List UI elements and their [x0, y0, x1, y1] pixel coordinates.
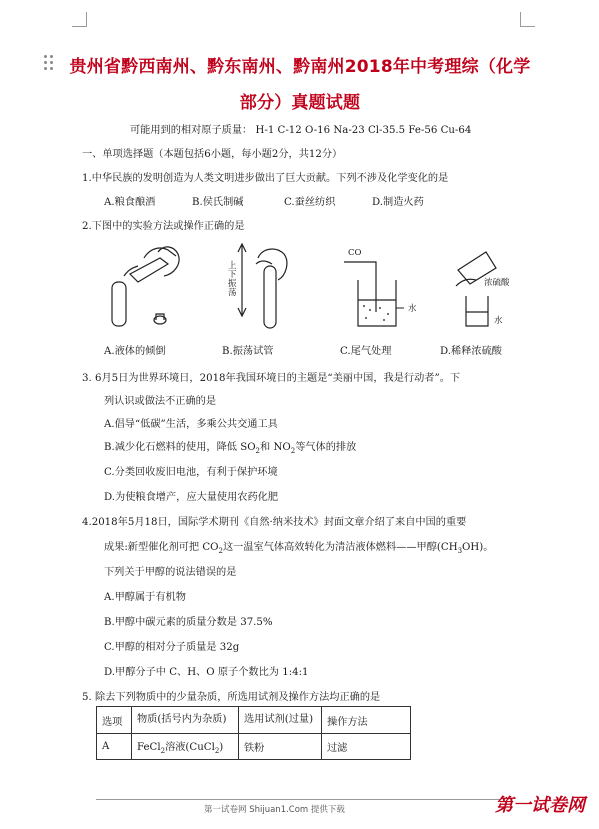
- q3-stem-line2: 列认识或做法不正确的是: [104, 396, 217, 407]
- q3-stem-line1: 3. 6月5日为世界环境日，2018年我国环境日的主题是“美丽中国，我是行动者”。下: [82, 373, 461, 384]
- table-header-row: [97, 707, 411, 734]
- q3-option-d: D.为使粮食增产，应大量使用农药化肥: [104, 492, 279, 503]
- q1-option-b: B.侯氏制碱: [192, 197, 244, 208]
- q2-stem: 2.下图中的实验方法或操作正确的是: [82, 221, 245, 232]
- figure-pouring-liquid: [98, 240, 194, 332]
- table-header-option: 选项: [97, 707, 132, 734]
- q3-option-b: B.减少化石燃料的使用，降低 $SO_2$和 $NO_2$等气体的排放: [104, 442, 357, 456]
- acid-label: 浓硫酸: [484, 278, 510, 288]
- figure-tail-gas: [340, 246, 440, 332]
- footer-text: 第一试卷网 Shijuan1.Com 提供下载: [204, 805, 345, 815]
- q4-stem-line1: 4.2018年5月18日，国际学术期刊《自然·纳米技术》封面文章介绍了来自中国的重要: [82, 517, 467, 528]
- q2-option-d: D.稀释浓硫酸: [440, 346, 502, 357]
- q2-option-c: C.尾气处理: [340, 346, 392, 357]
- water-label-d: 水: [494, 316, 503, 326]
- document-title-line1: 贵州省黔西南州、黔东南州、黔南州2018年中考理综（化学: [69, 57, 531, 77]
- q5-stem: 5. 除去下列物质中的少量杂质，所选用试剂及操作方法均正确的是: [82, 692, 381, 703]
- table-header-material: 物质(括号内为杂质): [132, 707, 239, 734]
- q4-stem-line3: 下列关于甲醇的说法错误的是: [104, 567, 237, 578]
- table-cell-material: FeCl$_2$溶液(CuCl$_2$): [132, 734, 239, 760]
- atomic-masses: 可能用到的相对原子质量： H-1 C-12 O-16 Na-23 Cl-35.5 Fe-56 Cu-64: [130, 125, 472, 136]
- q4-option-b: B.甲醇中碳元素的质量分数是 37.5%: [104, 617, 273, 628]
- table-cell-method: 过滤: [322, 734, 411, 760]
- section1-header: 一、单项选择题（本题包括6小题，每小题2分，共12分）: [82, 149, 343, 160]
- q3-option-a: A.倡导“低碳”生活，多乘公共交通工具: [104, 419, 278, 430]
- crop-mark-top-left: [72, 12, 87, 27]
- q2-option-a: A.液体的倾倒: [104, 346, 166, 357]
- q5-table: [96, 706, 411, 760]
- site-watermark: 第一试卷网: [495, 795, 585, 816]
- q1-option-a: A.粮食酿酒: [104, 197, 156, 208]
- water-label-c: 水: [408, 304, 417, 314]
- drag-handle-icon[interactable]: [44, 55, 54, 71]
- table-header-method: 操作方法: [322, 707, 411, 734]
- co-label: CO: [348, 248, 362, 258]
- crop-mark-top-right: [520, 12, 535, 27]
- table-cell-option: A: [97, 734, 132, 760]
- q3-option-c: C.分类回收废旧电池，有利于保护环境: [104, 467, 278, 478]
- document-title-line2: 部分）真题试题: [239, 93, 361, 113]
- footer-divider: [96, 799, 500, 800]
- table-header-reagent: 选用试剂(过量): [239, 707, 322, 734]
- figure-shaking-tube: [232, 240, 302, 332]
- q4-stem-line2: 成果:新型催化剂可把 $CO_2$这一温室气体高效转化为清洁液体燃料——甲醇$(CH_3OH)$。: [104, 542, 494, 556]
- q1-option-d: D.制造火药: [372, 197, 424, 208]
- q4-option-a: A.甲醇属于有机物: [104, 592, 186, 603]
- shake-label: 上下振荡: [228, 261, 237, 298]
- q2-option-b: B.振荡试管: [222, 346, 274, 357]
- q4-option-c: C.甲醇的相对分子质量是 32g: [104, 642, 240, 653]
- q1-option-c: C.蚕丝纺织: [284, 197, 336, 208]
- q1-stem: 1.中华民族的发明创造为人类文明进步做出了巨大贡献。下列不涉及化学变化的是: [82, 173, 449, 184]
- table-cell-reagent: 铁粉: [239, 734, 322, 760]
- table-row: [97, 734, 411, 760]
- q4-option-d: D.甲醇分子中 C、H、O 原子个数比为 1:4:1: [104, 667, 309, 678]
